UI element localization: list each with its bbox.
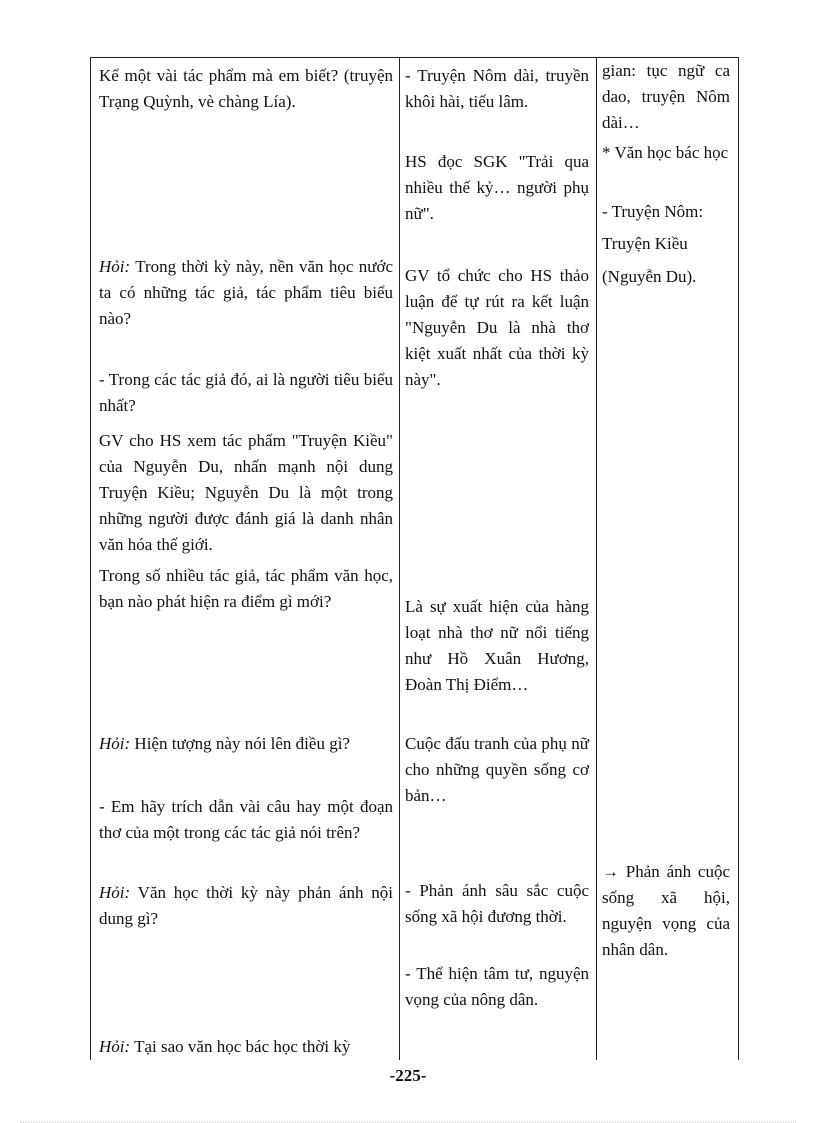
column-divider bbox=[399, 58, 400, 1060]
text-paragraph: HS đọc SGK "Trải qua nhiều thế kỷ… người phụ nữ". bbox=[405, 152, 589, 223]
question-label: Hỏi: bbox=[99, 257, 131, 276]
text-paragraph: Là sự xuất hiện của hàng loạt nhà thơ nữ nổi tiếng như Hồ Xuân Hương, Đoàn Thị Điểm… bbox=[405, 597, 589, 694]
question-label: Hỏi: bbox=[99, 883, 131, 902]
text-paragraph: Hỏi: Hiện tượng này nói lên điều gì? bbox=[99, 734, 350, 753]
text-paragraph: - Thể hiện tâm tư, nguyện vọng của nông dân. bbox=[405, 964, 589, 1009]
column-divider bbox=[596, 58, 597, 1060]
text-paragraph: gian: tục ngữ ca dao, truyện Nôm dài… bbox=[602, 61, 730, 132]
page-number: -225- bbox=[389, 1066, 427, 1085]
text-paragraph: - Truyện Nôm: bbox=[602, 202, 704, 221]
text-paragraph: - Phản ánh sâu sắc cuộc sống xã hội đương thời. bbox=[405, 881, 589, 926]
text-paragraph: - Trong các tác giả đó, ai là người tiêu biểu nhất? bbox=[99, 370, 393, 415]
text-paragraph: Hỏi: Văn học thời kỳ này phản ánh nội dung gì? bbox=[99, 883, 393, 928]
text-paragraph: - Truyện Nôm dài, truyền khôi hài, tiếu lâm. bbox=[405, 66, 589, 111]
question-label: Hỏi: bbox=[99, 734, 131, 753]
question-label: Hỏi: bbox=[99, 1037, 131, 1056]
text-paragraph: Truyện Kiều bbox=[602, 234, 688, 253]
text-paragraph: Cuộc đấu tranh của phụ nữ cho những quyền sống cơ bản… bbox=[405, 734, 589, 805]
text-paragraph: Trong số nhiều tác giả, tác phẩm văn học, bạn nào phát hiện ra điểm gì mới? bbox=[99, 566, 393, 611]
text-paragraph: * Văn học bác học bbox=[602, 143, 729, 162]
text-paragraph: → Phản ánh cuộc sống xã hội, nguyện vọng của nhân dân. bbox=[602, 862, 730, 959]
text-paragraph: - Em hãy trích dẫn vài câu hay một đoạn thơ của một trong các tác giả nói trên? bbox=[99, 797, 393, 842]
text-paragraph: Hỏi: Trong thời kỳ này, nền văn học nước ta có những tác giả, tác phẩm tiêu biểu nào? bbox=[99, 257, 393, 328]
lesson-table bbox=[90, 57, 739, 1060]
text-paragraph: Hỏi: Tại sao văn học bác học thời kỳ bbox=[99, 1037, 351, 1056]
text-paragraph: GV cho HS xem tác phẩm "Truyện Kiều" của Nguyễn Du, nhấn mạnh nội dung Truyện Kiều; Nguyễn Du là một trong những người được đánh giá là danh nhân văn hóa thế giới. bbox=[99, 431, 393, 554]
text-paragraph: GV tổ chức cho HS thảo luận để tự rút ra kết luận "Nguyễn Du là nhà thơ kiệt xuất nhất của thời kỳ này". bbox=[405, 266, 589, 389]
text-paragraph: Kể một vài tác phẩm mà em biết? (truyện Trạng Quỳnh, vè chàng Lía). bbox=[99, 66, 393, 111]
text-paragraph: (Nguyễn Du). bbox=[602, 267, 697, 286]
